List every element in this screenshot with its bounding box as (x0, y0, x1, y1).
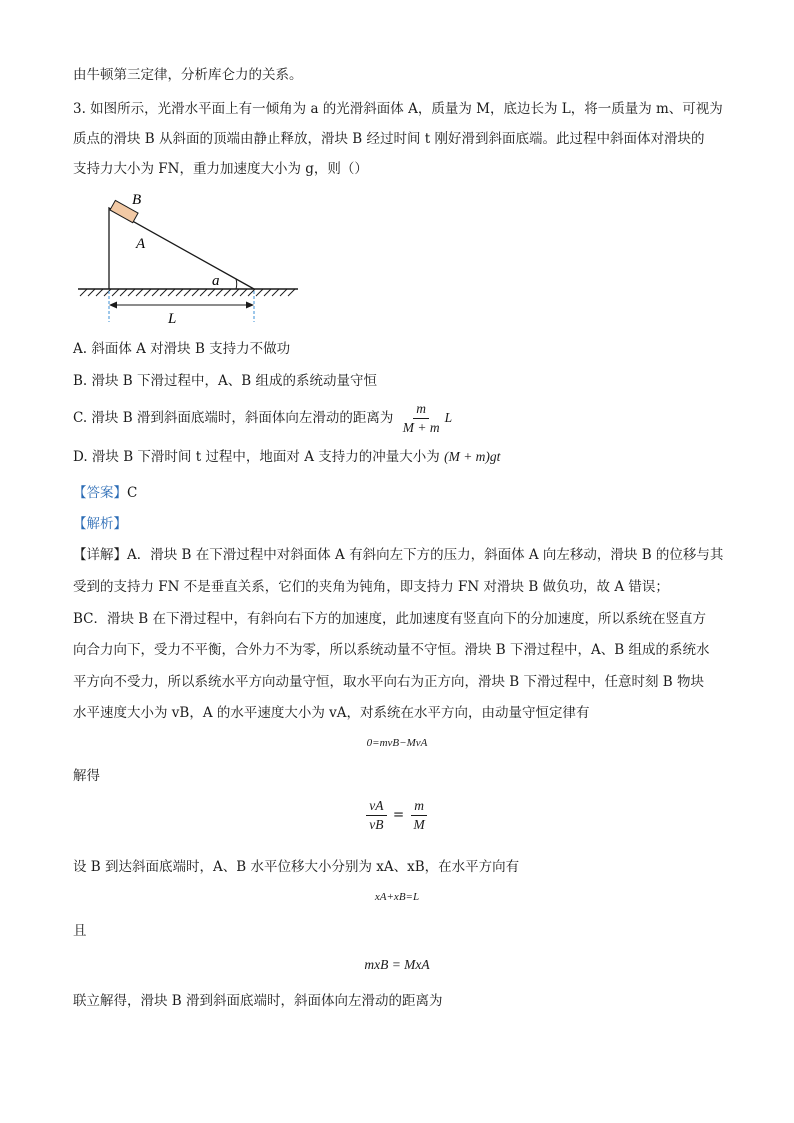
detail-line-4: 向合力向下，受力不平衡，合外力不为零，所以系统动量不守恒。滑块 B 下滑过程中，A、B 组成的系统水 (73, 642, 710, 658)
equation-displacement-ratio: mxB = MxA (364, 957, 430, 972)
question-line-3: 支持力大小为 FN，重力加速度大小为 g，则（） (73, 161, 368, 177)
label-b: B (132, 192, 142, 208)
ratio-left-fraction (366, 798, 386, 833)
detail-line-6: 水平速度大小为 vB，A 的水平速度大小为 vA，对系统在水平方向，由动量守恒定律有 (73, 705, 590, 721)
detail-text-1: A．滑块 B 在下滑过程中对斜面体 A 有斜向左下方的压力，斜面体 A 向左移动，滑块 B 的位移与其 (127, 547, 724, 563)
answer-label: 【答案】 (73, 485, 127, 501)
label-a: A (136, 236, 146, 252)
option-b: B. 滑块 B 下滑过程中，A、B 组成的系统动量守恒 (73, 373, 377, 389)
answer-line (73, 484, 137, 502)
equation-momentum: 0=mvB−MvA (366, 737, 428, 749)
ratio-equals: = (392, 807, 405, 823)
option-a: A. 斜面体 A 对滑块 B 支持力不做功 (73, 341, 291, 357)
incline-figure (70, 188, 310, 328)
option-d-text: D. 滑块 B 下滑时间 t 过程中，地面对 A 支持力的冲量大小为 (73, 449, 440, 465)
detail-line-5: 平方向不受力，所以系统水平方向动量守恒，取水平向右为正方向，滑块 B 下滑过程中，任意时刻 B 物块 (73, 674, 705, 690)
ratio-left-denominator: vB (369, 817, 384, 832)
ratio-right-numerator: m (411, 798, 427, 816)
option-c-numerator: m (413, 401, 429, 419)
analysis-label-line (73, 515, 127, 533)
detail-line-1 (73, 546, 723, 564)
detail-line-3: BC．滑块 B 在下滑过程中，有斜向右下方的加速度，此加速度有竖直向下的分加速度，所以系统在竖直方 (73, 611, 707, 627)
solve-label: 解得 (73, 768, 100, 784)
detail-label: 【详解】 (73, 547, 127, 563)
label-angle: a (212, 273, 220, 289)
ratio-left-numerator: vA (366, 798, 386, 816)
conclusion-line: 联立解得，滑块 B 滑到斜面底端时，斜面体向左滑动的距离为 (73, 993, 443, 1009)
equation-displacement-sum: xA+xB=L (374, 891, 420, 903)
equation-velocity-ratio (0, 798, 794, 833)
ratio-right-fraction (410, 798, 427, 833)
answer-value: C (127, 485, 138, 501)
option-c (73, 398, 452, 438)
and-label: 且 (73, 923, 87, 939)
analysis-label: 【解析】 (73, 516, 127, 532)
option-d (73, 448, 500, 466)
option-c-text: C. 滑块 B 滑到斜面底端时，斜面体向左滑动的距离为 (73, 410, 394, 426)
option-c-fraction (400, 401, 443, 436)
option-c-suffix: L (444, 410, 453, 425)
question-line-2: 质点的滑块 B 从斜面的顶端由静止释放，滑块 B 经过时间 t 刚好滑到斜面底端。此过程中斜面体对滑块的 (73, 131, 705, 147)
ground-hatching (80, 289, 295, 296)
arrow-left-head (109, 302, 117, 309)
arrow-right-head (246, 302, 254, 309)
intro-line: 由牛顿第三定律，分析库仑力的关系。 (73, 67, 303, 83)
question-line-1: 3. 如图所示，光滑水平面上有一倾角为 a 的光滑斜面体 A，质量为 M，底边长为 L，将一质量为 m、可视为 (73, 101, 723, 117)
detail-line-2: 受到的支持力 FN 不是垂直关系，它们的夹角为钝角，即支持力 FN 对滑块 B 做负功，故 A 错误； (73, 579, 669, 595)
label-l: L (168, 311, 177, 327)
option-c-denominator: M + m (402, 420, 440, 435)
displacement-line: 设 B 到达斜面底端时，A、B 水平位移大小分别为 xA、xB，在水平方向有 (73, 859, 520, 875)
ratio-right-denominator: M (413, 817, 425, 832)
option-d-expression: (M + m)gt (444, 449, 501, 464)
angle-arc (236, 279, 237, 289)
